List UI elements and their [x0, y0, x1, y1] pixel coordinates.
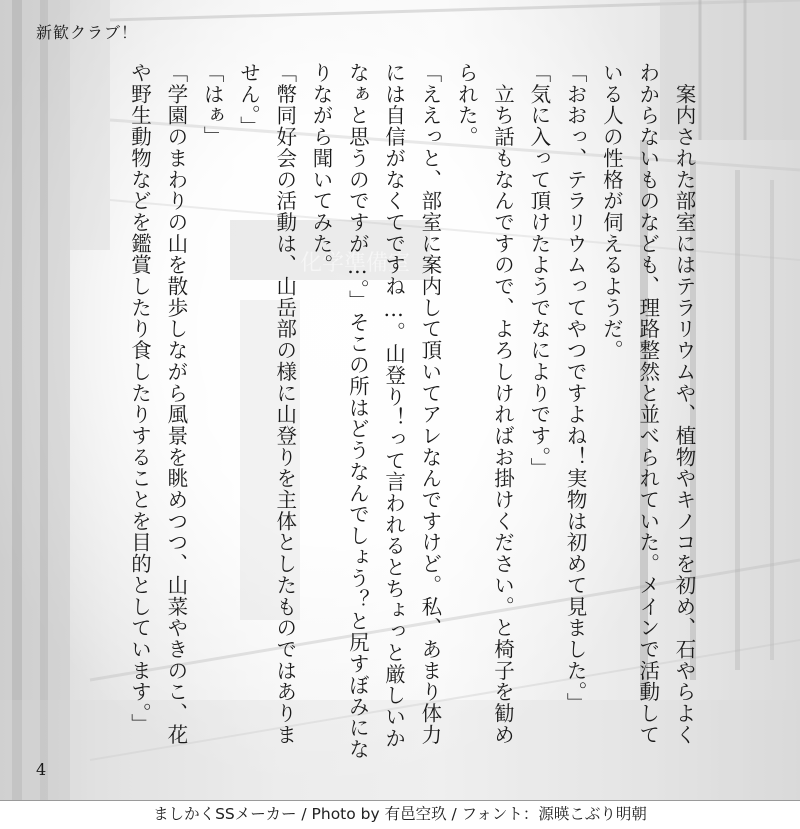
footer-credit: ましかくSSメーカー / Photo by 有邑空玖 / フォント：源暎こぶり明朝 — [153, 805, 647, 823]
story-text — [66, 62, 702, 762]
story-paragraph: 「ええっと、部室に案内して頂いてアレなんですけど。私、あまり体力には自信がなくてですね…。山登り！って言われるとちょっと厳しいかなぁと思うのですが…。」そこの所はどうなんでしょう？と尻すぼみになりながら聞いてみた。 — [309, 62, 442, 760]
story-paragraph: 「幣同好会の活動は、山岳部の様に山登りを主体としたものではありません。」 — [236, 62, 297, 746]
story-paragraph: 立ち話もなんですので、よろしければお掛けください。と椅子を勧められた。 — [454, 62, 515, 746]
story-paragraph: 「気に入って頂けたようでなによりです。」 — [526, 62, 551, 479]
page-title: 新歓クラブ！ — [36, 23, 139, 42]
story-paragraph: 案内された部室にはテラリウムや、植物やキノコを初め、石やらよくわからないものなども、理路整然と並べられていた。メインで活動している人の性格が伺えるようだ。 — [599, 62, 696, 746]
sign-watermark: 化学準備室 — [300, 251, 411, 276]
story-paragraph: 「おおっ、テラリウムってやつですよね！実物は初めて見ました。」 — [563, 62, 588, 714]
story-paragraph: 「はぁ」 — [200, 62, 225, 148]
page-number: 4 — [36, 760, 47, 779]
story-paragraph: 「学園のまわりの山を散歩しながら風景を眺めつつ、山菜やきのこ、花や野生動物などを鑑賞したり食したりすることを目的としています。」 — [127, 62, 188, 746]
